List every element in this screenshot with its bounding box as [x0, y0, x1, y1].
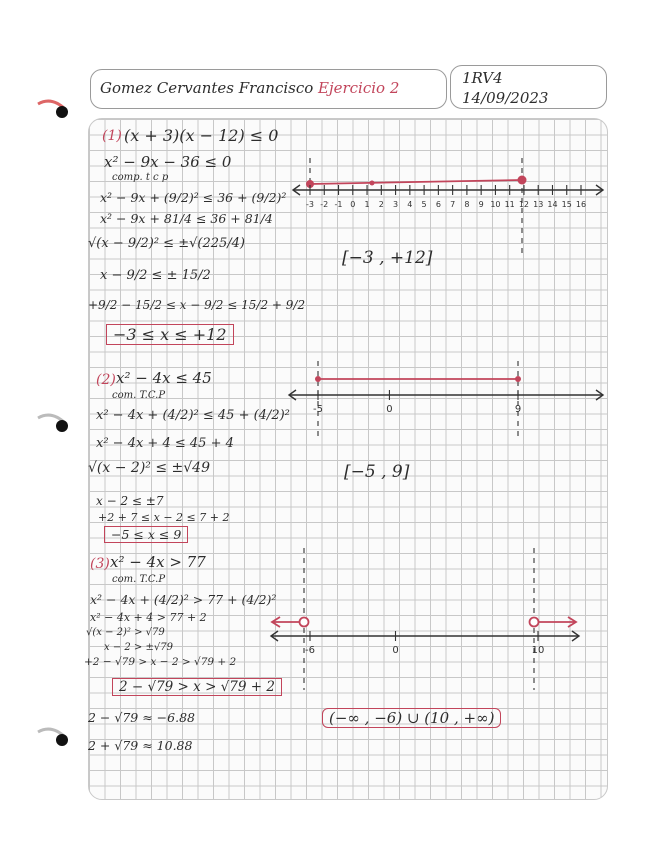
p1-tick-label: 4: [407, 200, 413, 209]
p1-tick-label: -1: [334, 200, 343, 209]
p2-tick-label: 0: [386, 404, 393, 415]
binder-ring-bottom: [36, 726, 70, 748]
p1-tick-label: 1: [364, 200, 370, 209]
p1-line-0: (x + 3)(x − 12) ≤ 0: [124, 126, 279, 145]
p3-line-1: com. T.C.P: [112, 574, 166, 585]
group-code: 1RV4: [462, 69, 503, 87]
p1-tick-label: 10: [490, 200, 501, 209]
p3-approx-2: 2 + √79 ≈ 10.88: [88, 738, 193, 753]
p1-tick-label: -2: [320, 200, 329, 209]
p1-number-line: [290, 148, 610, 258]
p2-line-4: √(x − 2)² ≤ ±√49: [88, 460, 210, 476]
p1-tick-label: 11: [504, 200, 515, 209]
p3-line-0: x² − 4x > 77: [110, 553, 206, 571]
p2-line-6: +2 + 7 ≤ x − 2 ≤ 7 + 2: [98, 511, 230, 524]
p1-tick-label: 14: [547, 200, 558, 209]
p1-closed-dot-right: [518, 176, 527, 185]
p1-line-7: +9/2 − 15/2 ≤ x − 9/2 ≤ 15/2 + 9/2: [88, 298, 306, 312]
p3-tick-label: -6: [305, 645, 315, 656]
p1-line-2: comp. t c p: [112, 172, 169, 183]
p2-number-line: [286, 355, 606, 445]
p1-tick-label: -3: [306, 200, 314, 209]
p1-interval: [−3 , +12]: [342, 248, 433, 268]
p2-tick-label: -5: [313, 404, 323, 415]
p3-number-line: [266, 540, 586, 690]
p2-line-0: x² − 4x ≤ 45: [116, 369, 212, 387]
p3-open-dot-right: [530, 618, 539, 627]
p1-tick-label: 7: [450, 200, 456, 209]
p1-tick-label: 5: [421, 200, 427, 209]
p1-result-box: −3 ≤ x ≤ +12: [106, 324, 234, 345]
p3-tick-label: 10: [531, 645, 545, 656]
p1-tick-label: 8: [464, 200, 470, 209]
p1-line-4: x² − 9x + 81/4 ≤ 36 + 81/4: [100, 211, 273, 226]
p3-result-box: 2 − √79 > x > √79 + 2: [112, 678, 282, 696]
p3-line-5: x − 2 > ±√79: [104, 642, 173, 653]
date: 14/09/2023: [462, 89, 549, 107]
p3-open-dot-left: [300, 618, 309, 627]
p3-line-2: x² − 4x + (4/2)² > 77 + (4/2)²: [90, 592, 277, 607]
p3-line-4: √(x − 2)² > √79: [86, 627, 165, 638]
binder-ring-top: [36, 98, 70, 120]
p1-line-5: √(x − 9/2)² ≤ ±√(225/4): [88, 236, 245, 251]
p1-tick-label: 16: [575, 200, 587, 209]
p1-line-6: x − 9/2 ≤ ± 15/2: [100, 268, 211, 283]
p3-approx-1: 2 − √79 ≈ −6.88: [88, 710, 195, 725]
p1-line-1: x² − 9x − 36 ≤ 0: [104, 153, 232, 171]
p2-line-3: x² − 4x + 4 ≤ 45 + 4: [96, 436, 234, 451]
p3-tick-label: 0: [392, 645, 399, 656]
p2-line-5: x − 2 ≤ ±7: [96, 494, 164, 508]
p1-tick-label: 2: [378, 200, 384, 209]
binder-ring-middle: [36, 412, 70, 434]
problem-1-number: (1): [102, 128, 122, 144]
p1-tick-label: 9: [478, 200, 484, 209]
p2-closed-dot-right: [515, 376, 521, 382]
p1-tick-label: 6: [435, 200, 441, 209]
p2-line-1: com. T.C.P: [112, 390, 166, 401]
p2-tick-label: 9: [514, 404, 522, 415]
header: [90, 65, 610, 110]
p1-tick-label: 15: [561, 200, 572, 209]
p3-line-6: +2 − √79 > x − 2 > √79 + 2: [84, 656, 237, 668]
p2-closed-dot-left: [315, 376, 321, 382]
p1-tick-label: 12: [518, 200, 530, 209]
p1-line-3: x² − 9x + (9/2)² ≤ 36 + (9/2)²: [100, 190, 287, 205]
problem-2-number: (2): [96, 372, 116, 388]
p3-line-3: x² − 4x + 4 > 77 + 2: [90, 611, 207, 624]
p1-tick-label: 0: [350, 200, 356, 209]
p1-tick-label: 3: [393, 200, 399, 209]
p1-tick-label: 13: [533, 200, 544, 209]
p2-result-box: −5 ≤ x ≤ 9: [104, 526, 188, 543]
p3-interval: (−∞ , −6) ∪ (10 , +∞): [322, 708, 501, 728]
exercise-title: Ejercicio 2: [318, 79, 400, 97]
problem-3-number: (3): [90, 556, 110, 572]
p2-line-2: x² − 4x + (4/2)² ≤ 45 + (4/2)²: [96, 408, 290, 423]
p2-interval: [−5 , 9]: [344, 462, 410, 482]
student-name: Gomez Cervantes Francisco: [100, 79, 314, 97]
